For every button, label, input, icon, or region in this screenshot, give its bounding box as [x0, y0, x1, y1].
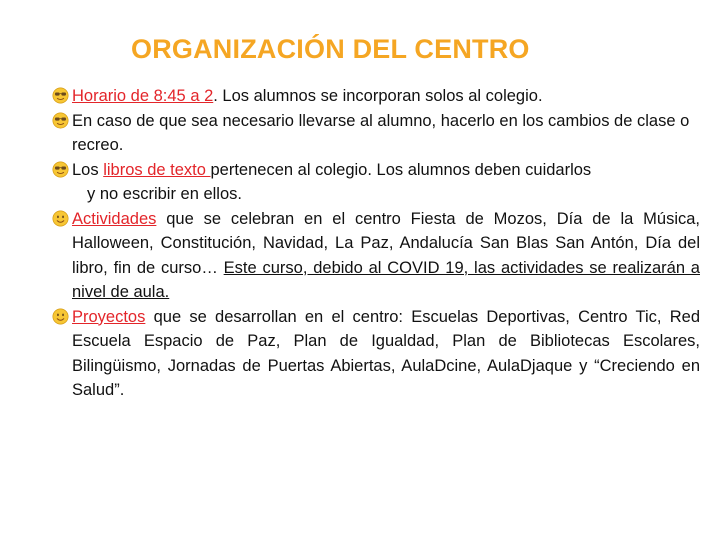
actividades-text: que se celebran en el centro Fiesta de Mozos, Día de la Música, Halloween, Constitución, Navidad, La Paz, Andalucía San Blas San Antón, Día del libro, fin de curso… — [72, 209, 700, 277]
cambios-text: En caso de que sea necesario llevarse al alumno, hacerlo en los cambios de clase o recreo. — [72, 111, 690, 154]
content-list — [52, 84, 700, 403]
list-item-actividades — [52, 207, 700, 305]
smiling-face-with-sunglasses-icon — [52, 112, 69, 129]
list-item-horario — [52, 84, 700, 109]
smiling-face-icon — [52, 308, 69, 325]
libros-text: pertenecen al colegio. Los alumnos deben cuidarlos — [210, 160, 592, 179]
list-item-libros — [52, 158, 700, 183]
actividades-link[interactable]: Actividades — [72, 209, 157, 228]
proyectos-text: que se desarrollan en el centro: Escuelas Deportivas, Centro Tic, Red Escuela Espacio de Paz, Plan de Igualdad, Plan de Bibliotecas Escolares, Bilingüismo, Jornadas de Puertas Abiertas, AulaDcine, AulaDjaque y “Creciendo en Salud”. — [72, 307, 700, 399]
smiling-face-with-sunglasses-icon — [52, 161, 69, 178]
smiling-face-icon — [52, 210, 69, 227]
actividades-covid-note: Este curso, debido al COVID 19, las actividades se realizarán a nivel de aula. — [72, 258, 700, 301]
smiling-face-with-sunglasses-icon — [52, 87, 69, 104]
libros-before: Los — [72, 160, 104, 179]
proyectos-link[interactable]: Proyectos — [72, 307, 146, 326]
libros-continuation: y no escribir en ellos. — [87, 185, 242, 203]
list-item-proyectos — [52, 305, 700, 403]
list-item-cambios — [52, 109, 700, 158]
libros-link[interactable]: libros de texto — [103, 160, 211, 179]
horario-text: . Los alumnos se incorporan solos al colegio. — [213, 87, 543, 105]
page-title: ORGANIZACIÓN DEL CENTRO — [131, 34, 530, 64]
horario-link[interactable]: Horario de 8:45 a 2 — [72, 87, 214, 105]
